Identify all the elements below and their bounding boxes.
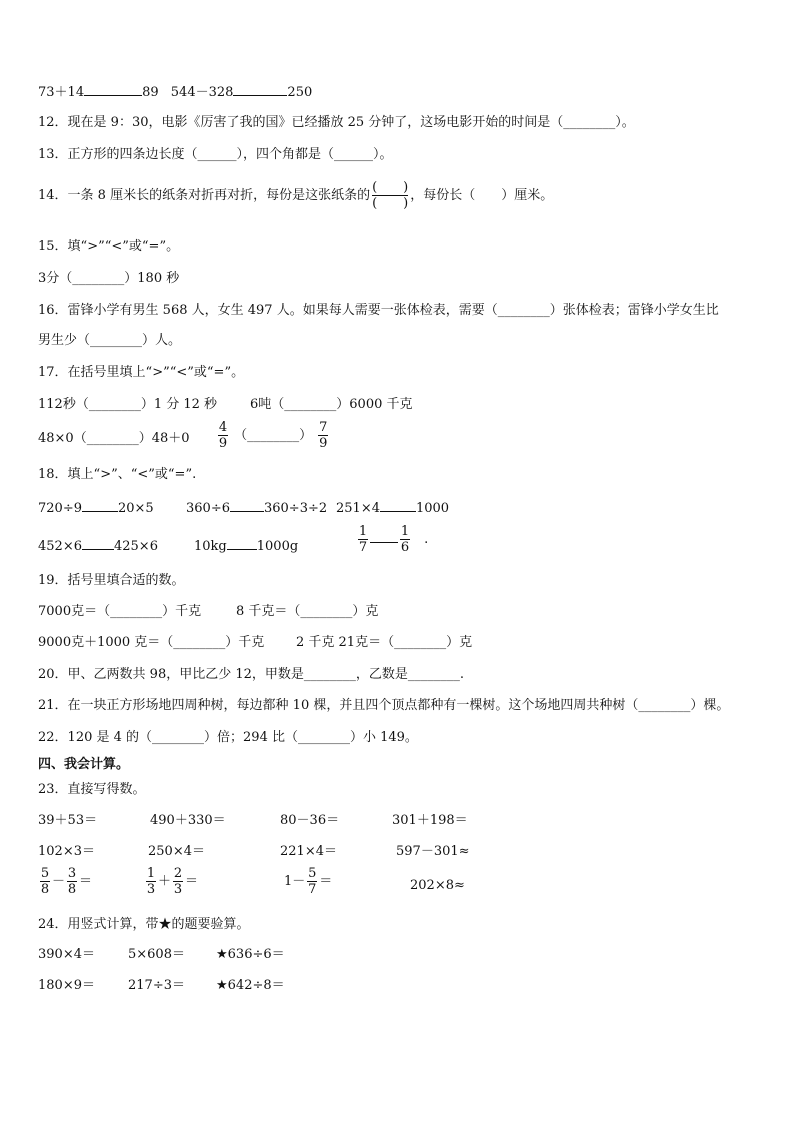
expr: 425×6 <box>113 539 158 554</box>
calc-item: 301＋198＝ <box>392 813 468 828</box>
expr: 360÷6 <box>186 501 230 516</box>
question-14 <box>38 180 553 211</box>
equals: ＝ <box>185 874 199 889</box>
calc-item: 490＋330＝ <box>150 813 226 828</box>
section-4-title: 四、我会计算。 <box>38 757 130 772</box>
frac-denominator: 7 <box>308 882 317 897</box>
question-18-row1 <box>38 498 154 518</box>
operator: － <box>52 874 66 889</box>
calc-item: 80－36＝ <box>280 813 340 828</box>
answer-blank[interactable] <box>233 82 287 96</box>
calc-item: ★642÷8＝ <box>216 978 285 993</box>
question-18-c <box>336 498 449 518</box>
frac-denominator: 8 <box>67 882 77 897</box>
fraction <box>146 866 156 897</box>
period: . <box>424 532 429 547</box>
fraction <box>173 866 183 897</box>
frac-numerator: ( ) <box>372 180 409 195</box>
calc-item: 250×4＝ <box>148 844 205 859</box>
equals: ＝ <box>79 874 93 889</box>
question-22: 22．120 是 4 的（________）倍；294 比（________）小 149。 <box>38 730 418 745</box>
question-13: 13．正方形的四条边长度（______），四个角都是（______）。 <box>38 147 393 162</box>
frac-numerator: 3 <box>67 866 77 881</box>
question-18-b <box>186 498 327 518</box>
frac-denominator: 8 <box>40 882 50 897</box>
frac-numerator: 1 <box>400 524 410 539</box>
frac-numerator: 4 <box>218 420 228 435</box>
calc-item: ★636÷6＝ <box>216 947 285 962</box>
calc-item: 221×4＝ <box>280 844 337 859</box>
frac-numerator: 1 <box>146 866 156 881</box>
expr: 1－ <box>284 874 306 889</box>
calc-item: 597－301≈ <box>396 844 470 859</box>
question-15-title: 15．填“>”“<”或“=”。 <box>38 239 180 254</box>
equals: ＝ <box>319 874 333 889</box>
question-14-tail: ，每份长（ ）厘米。 <box>410 188 554 203</box>
fraction <box>67 866 77 897</box>
frac-denominator: 7 <box>358 540 368 555</box>
question-18-f <box>356 524 428 555</box>
fraction-1-6 <box>400 524 410 555</box>
expr: 10kg <box>194 539 227 554</box>
answer-blank[interactable] <box>227 536 257 550</box>
expr: 720÷9 <box>38 501 82 516</box>
expr: 360÷3÷2 <box>263 501 328 516</box>
fraction <box>307 866 317 897</box>
fraction-7-9 <box>318 420 328 451</box>
fraction-blank[interactable] <box>372 180 408 211</box>
frac-denominator: 3 <box>146 882 156 897</box>
question-19-title: 19．括号里填合适的数。 <box>38 573 185 588</box>
compare-line-top <box>38 82 312 102</box>
question-17-c: 48×0（________）48＋0 <box>38 431 190 446</box>
question-23-title: 23．直接写得数。 <box>38 782 146 797</box>
expr-544-328: 544－328 <box>170 85 234 100</box>
expr-250: 250 <box>287 85 313 100</box>
calc-item: 390×4＝ <box>38 947 95 962</box>
question-17-d <box>216 420 330 451</box>
question-18-e <box>194 536 298 556</box>
calc-item: 5×608＝ <box>128 947 185 962</box>
fraction <box>40 866 50 897</box>
question-12: 12．现在是 9：30，电影《厉害了我的国》已经播放 25 分钟了，这场电影开始的时间是（________）。 <box>38 115 635 130</box>
calc-fraction-add <box>144 866 198 897</box>
calc-item: 102×3＝ <box>38 844 95 859</box>
calc-item: 202×8≈ <box>410 878 465 893</box>
question-16-line2: 男生少（________）人。 <box>38 333 182 348</box>
question-18-title: 18．填上“>”、“<”或“=”. <box>38 467 197 482</box>
operator: ＋ <box>158 874 172 889</box>
question-24-title: 24．用竖式计算，带★的题要验算。 <box>38 917 250 932</box>
frac-denominator: 6 <box>400 540 410 555</box>
expr: 452×6 <box>38 539 82 554</box>
worksheet-page <box>38 0 778 1123</box>
question-17-title: 17．在括号里填上“>”“<”或“=”。 <box>38 365 245 380</box>
fraction-4-9 <box>218 420 228 451</box>
answer-blank[interactable] <box>82 498 118 512</box>
answer-blank[interactable] <box>230 498 264 512</box>
question-21: 21．在一块正方形场地四周种树，每边都种 10 棵，并且四个顶点都种有一棵树。这个场地四周共种树（________）棵。 <box>38 698 730 713</box>
frac-numerator: 5 <box>40 866 50 881</box>
calc-fraction-sub <box>38 866 92 897</box>
question-17-b: 6吨（________）6000 千克 <box>250 397 413 412</box>
expr-73-14: 73＋14 <box>38 85 85 100</box>
frac-denominator: 9 <box>319 436 328 451</box>
question-19-a: 7000克＝（________）千克 <box>38 604 202 619</box>
frac-numerator: 7 <box>319 420 328 435</box>
answer-blank[interactable] <box>82 536 114 550</box>
question-15-line: 3分（________）180 秒 <box>38 271 180 286</box>
expr: 251×4 <box>336 501 380 516</box>
question-16-line1: 16．雷锋小学有男生 568 人，女生 497 人。如果每人需要一张体检表，需要（________）张体检表；雷锋小学女生比 <box>38 303 719 318</box>
calc-item: 39＋53＝ <box>38 813 98 828</box>
frac-numerator: 5 <box>308 866 317 881</box>
fraction-1-7 <box>358 524 368 555</box>
answer-blank[interactable]: （________） <box>234 428 313 443</box>
question-18-row2 <box>38 536 158 556</box>
question-19-b: 8 千克＝（________）克 <box>236 604 379 619</box>
question-14-text: 14．一条 8 厘米长的纸条对折再对折，每份是这张纸条的 <box>38 188 371 203</box>
frac-numerator: 1 <box>358 524 368 539</box>
expr: 1000 <box>415 501 450 516</box>
frac-denominator: ( ) <box>372 196 409 211</box>
calc-fraction-one-minus <box>284 866 332 897</box>
question-19-c: 9000克＋1000 克＝（________）千克 <box>38 635 265 650</box>
frac-numerator: 2 <box>173 866 183 881</box>
calc-item: 180×9＝ <box>38 978 95 993</box>
question-20: 20．甲、乙两数共 98，甲比乙少 12，甲数是________，乙数是________. <box>38 667 465 682</box>
answer-blank[interactable] <box>380 498 416 512</box>
answer-blank[interactable] <box>84 82 142 96</box>
question-17-a: 112秒（________）1 分 12 秒 <box>38 397 218 412</box>
calc-item: 217÷3＝ <box>128 978 185 993</box>
expr: 20×5 <box>117 501 154 516</box>
answer-blank[interactable] <box>370 529 398 543</box>
expr-89: 89 <box>142 85 159 100</box>
expr: 1000g <box>256 539 299 554</box>
frac-denominator: 9 <box>218 436 228 451</box>
question-19-d: 2 千克 21克＝（________）克 <box>296 635 473 650</box>
frac-denominator: 3 <box>173 882 183 897</box>
